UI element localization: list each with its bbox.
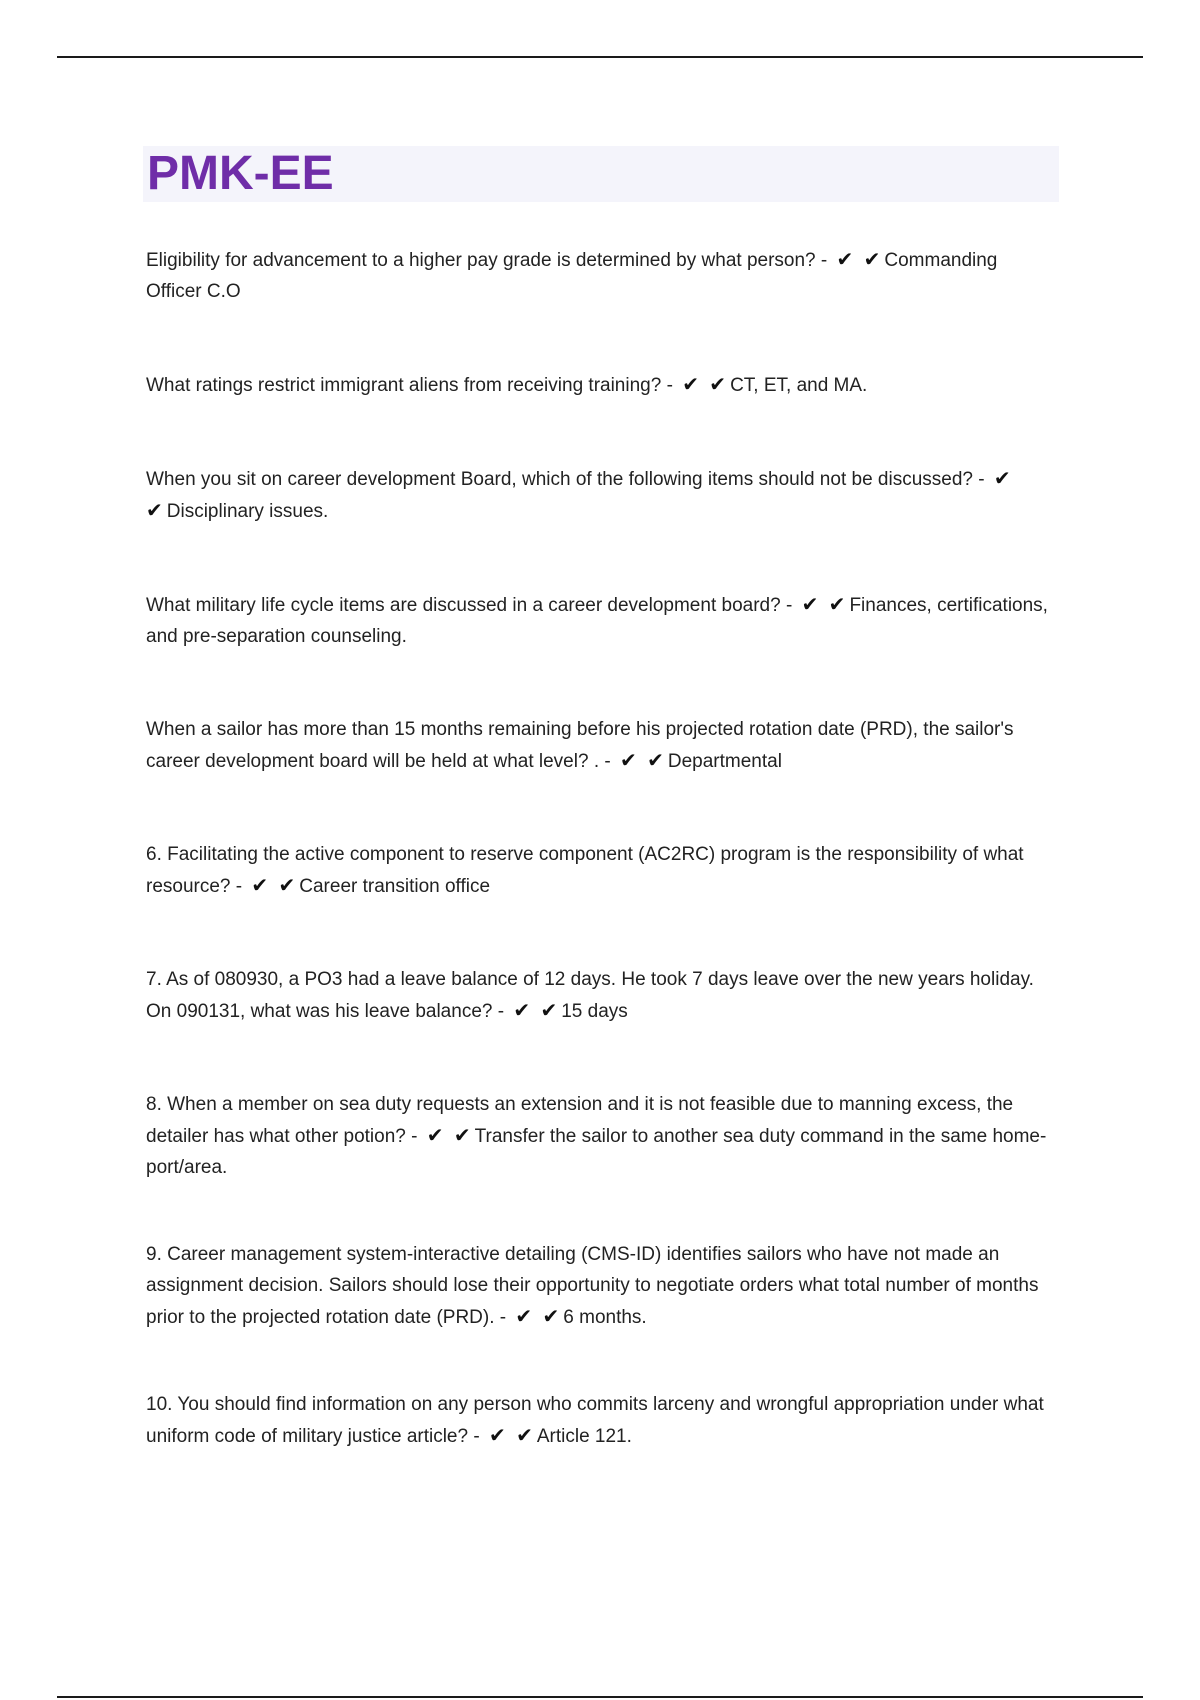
qa-item xyxy=(146,714,1056,777)
qa-list xyxy=(146,244,1056,1514)
separator: - xyxy=(468,1426,485,1447)
answer-text: Transfer the sailor to another sea duty command in the same home-port/area. xyxy=(146,1126,1047,1178)
separator: - xyxy=(661,375,679,396)
double-check-icon: ✔ ✔ xyxy=(836,247,883,271)
qa-item xyxy=(146,964,1056,1027)
qa-item xyxy=(146,463,1056,527)
separator: - xyxy=(405,1126,423,1147)
answer-text: 6 months. xyxy=(563,1307,647,1328)
answer-text: Departmental xyxy=(667,751,782,772)
double-check-icon: ✔ ✔ xyxy=(251,873,298,897)
question-text: What military life cycle items are discussed in a career development board? xyxy=(146,595,781,616)
document-title: PMK-EE xyxy=(147,147,334,200)
double-check-icon: ✔ ✔ xyxy=(513,998,560,1022)
question-text: 7. As of 080930, a PO3 had a leave balance of 12 days. He took 7 days leave over the new years holiday. On 090131, what was his leave balance? xyxy=(146,969,1034,1022)
double-check-icon: ✔ ✔ xyxy=(515,1304,562,1328)
separator: - xyxy=(815,250,833,271)
separator: - xyxy=(972,469,990,490)
qa-item xyxy=(146,1239,1056,1333)
double-check-icon: ✔ ✔ xyxy=(146,466,1013,522)
question-text: When you sit on career development Board, which of the following items should not be discussed? xyxy=(146,469,973,490)
question-text: 9. Career management system-interactive detailing (CMS-ID) identifies sailors who have not made an assignment decision. Sailors should lose their opportunity to negotiate orders what total number of months prior to the projected rotation date (PRD). xyxy=(146,1244,1039,1328)
top-rule xyxy=(57,56,1143,58)
answer-text: Career transition office xyxy=(299,876,491,897)
question-text: 6. Facilitating the active component to reserve component (AC2RC) program is the responsibility of what resource? xyxy=(146,844,1024,897)
answer-text: Finances, certifications, and pre-separation counseling. xyxy=(146,595,1048,647)
double-check-icon: ✔ ✔ xyxy=(801,592,848,616)
question-text: 8. When a member on sea duty requests an extension and it is not feasible due to manning excess, the detailer has what other potion? xyxy=(146,1094,1014,1147)
separator: - xyxy=(230,876,248,897)
qa-item xyxy=(146,244,1056,307)
question-text: 10. You should find information on any person who commits larceny and wrongful appropriation under what uniform code of military justice article? xyxy=(146,1394,1044,1447)
question-text: When a sailor has more than 15 months remaining before his projected rotation date (PRD), the sailor's career development board will be held at what level? . xyxy=(146,719,1014,772)
answer-text: Article 121. xyxy=(536,1426,632,1447)
answer-text: CT, ET, and MA. xyxy=(730,375,868,396)
answer-text: Disciplinary issues. xyxy=(166,501,329,522)
double-check-icon: ✔ ✔ xyxy=(620,748,666,772)
separator: - xyxy=(492,1001,510,1022)
answer-text: Commanding Officer C.O xyxy=(146,250,998,302)
qa-item xyxy=(146,839,1056,902)
title-band xyxy=(143,146,1059,202)
separator: - xyxy=(494,1307,512,1328)
separator: - xyxy=(599,751,616,772)
answer-text: 15 days xyxy=(561,1001,628,1022)
double-check-icon: ✔ ✔ xyxy=(488,1423,535,1447)
question-text: What ratings restrict immigrant aliens from receiving training? xyxy=(146,375,662,396)
question-text: Eligibility for advancement to a higher pay grade is determined by what person? xyxy=(146,250,816,271)
qa-item xyxy=(146,1389,1056,1452)
double-check-icon: ✔ ✔ xyxy=(426,1123,473,1147)
separator: - xyxy=(780,595,798,616)
qa-item xyxy=(146,1089,1056,1183)
bottom-rule xyxy=(57,1696,1143,1698)
qa-item xyxy=(146,589,1056,652)
qa-item xyxy=(146,369,1056,401)
double-check-icon: ✔ ✔ xyxy=(682,372,729,396)
